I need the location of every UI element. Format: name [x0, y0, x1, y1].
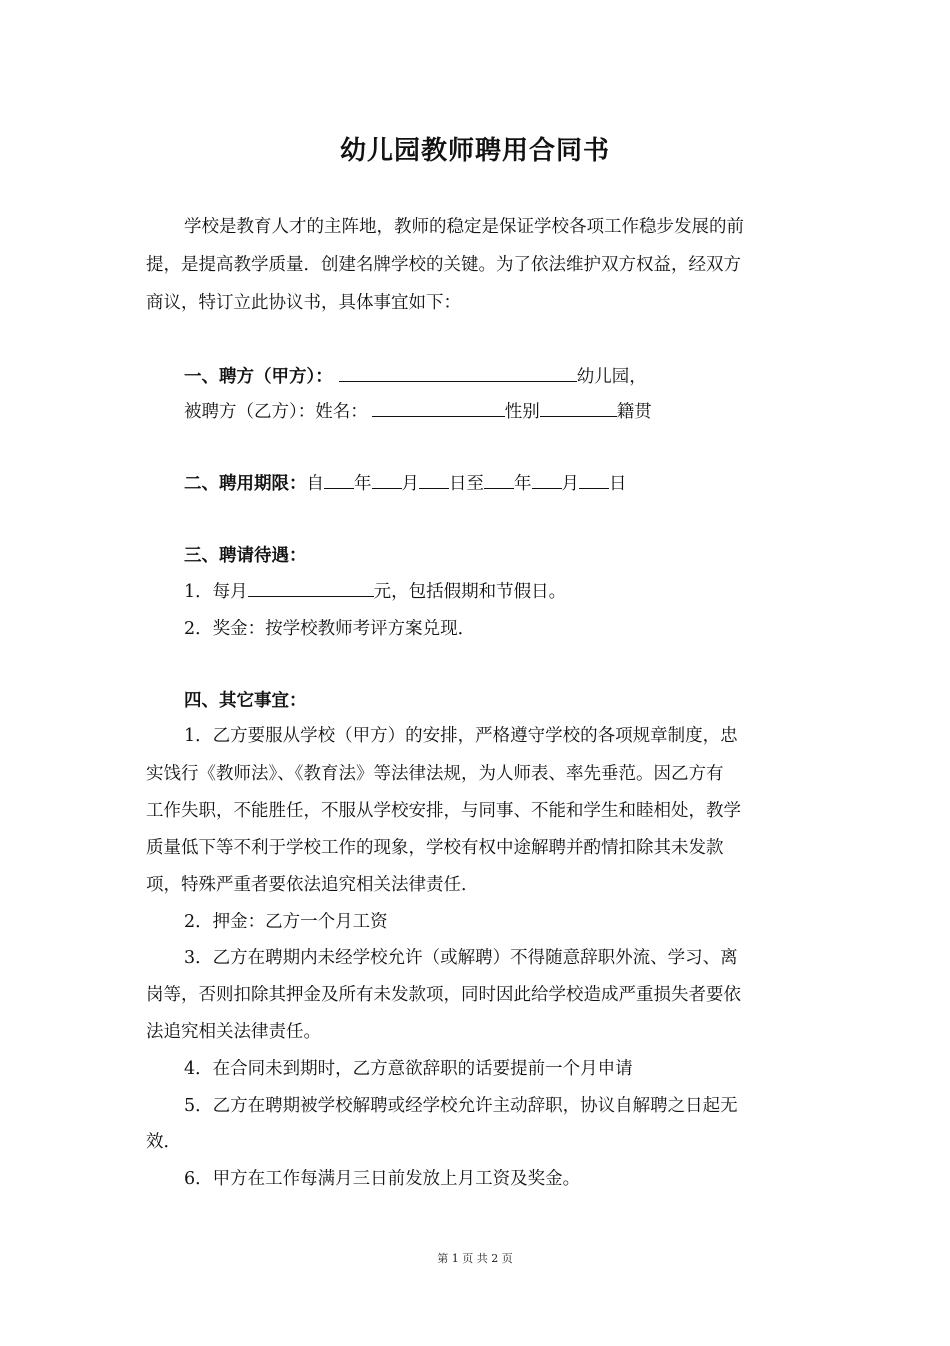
employee-name-blank[interactable]	[372, 400, 505, 417]
monthly-salary-blank[interactable]	[248, 580, 374, 597]
start-month-label: 月	[401, 474, 419, 494]
gender-label: 性别	[504, 402, 540, 422]
clause-6: 6．甲方在工作每满月三日前发放上月工资及奖金。	[184, 1169, 581, 1189]
clause-1-line-2: 实饯行《教师法》、《教育法》等法律法规，为人师表、率先垂范。因乙方有	[146, 764, 724, 784]
bonus-line: 2．奖金：按学校教师考评方案兑现．	[184, 619, 476, 639]
gender-blank[interactable]	[540, 400, 617, 417]
clause-4: 4．在合同未到期时，乙方意欲辞职的话要提前一个月申请	[184, 1059, 633, 1079]
clause-2: 2．押金：乙方一个月工资	[184, 912, 388, 932]
end-year-blank[interactable]	[484, 472, 514, 489]
start-day-to-label: 日至	[449, 474, 484, 494]
document-title: 幼儿园教师聘用合同书	[339, 136, 610, 166]
section-1-heading: 一、聘方（甲方）：	[184, 367, 333, 387]
start-year-label: 年	[354, 474, 372, 494]
clause-3-line-1: 3．乙方在聘期内未经学校允许（或解聘）不得随意辞职外流、学习、离	[184, 948, 738, 968]
page-number-footer: 第 1 页 共 2 页	[437, 1252, 513, 1265]
end-day-label: 日	[609, 474, 627, 494]
salary-prefix: 1．每月	[184, 582, 248, 602]
section-3-heading: 三、聘请待遇：	[184, 546, 307, 566]
section-2-term-line	[184, 472, 627, 496]
section-1-employee-line	[184, 400, 652, 424]
start-month-blank[interactable]	[372, 472, 402, 489]
salary-line	[184, 580, 566, 604]
salary-suffix: 元，包括假期和节假日。	[373, 582, 567, 602]
section-2-heading: 二、聘用期限：	[184, 474, 307, 494]
term-from-label: 自	[306, 474, 324, 494]
end-day-blank[interactable]	[579, 472, 609, 489]
intro-line-2: 提，是提高教学质量．创建名牌学校的关键。为了依法维护双方权益，经双方	[146, 255, 741, 275]
employer-name-blank[interactable]	[339, 365, 577, 382]
start-year-blank[interactable]	[324, 472, 354, 489]
origin-label: 籍贯	[616, 402, 652, 422]
intro-line-1: 学校是教育人才的主阵地，教师的稳定是保证学校各项工作稳步发展的前	[184, 217, 744, 237]
end-month-blank[interactable]	[532, 472, 562, 489]
clause-3-line-2: 岗等，否则扣除其押金及所有未发款项，同时因此给学校造成严重损失者要依	[146, 985, 741, 1005]
end-month-label: 月	[561, 474, 579, 494]
clause-5-line-1: 5．乙方在聘期被学校解聘或经学校允许主动辞职，协议自解聘之日起无	[184, 1096, 738, 1116]
clause-5-line-2: 效．	[146, 1132, 181, 1152]
party-b-name-label: 被聘方（乙方）：姓名：	[184, 402, 368, 422]
clause-1-line-1: 1．乙方要服从学校（甲方）的安排，严格遵守学校的各项规章制度，忠	[184, 726, 738, 746]
clause-1-line-3: 工作失职，不能胜任，不服从学校安排，与同事、不能和学生和睦相处，教学	[146, 801, 741, 821]
section-1-employer-line	[184, 365, 647, 389]
start-day-blank[interactable]	[419, 472, 449, 489]
clause-1-line-5: 项，特殊严重者要依法追究相关法律责任．	[146, 875, 479, 895]
clause-3-line-3: 法追究相关法律责任。	[146, 1022, 321, 1042]
kindergarten-suffix: 幼儿园，	[576, 367, 647, 387]
section-4-heading: 四、其它事宜：	[184, 691, 307, 711]
intro-line-3: 商议，特订立此协议书，具体事宜如下：	[146, 293, 461, 313]
end-year-label: 年	[514, 474, 532, 494]
clause-1-line-4: 质量低下等不利于学校工作的现象，学校有权中途解聘并酌情扣除其未发款	[146, 838, 724, 858]
